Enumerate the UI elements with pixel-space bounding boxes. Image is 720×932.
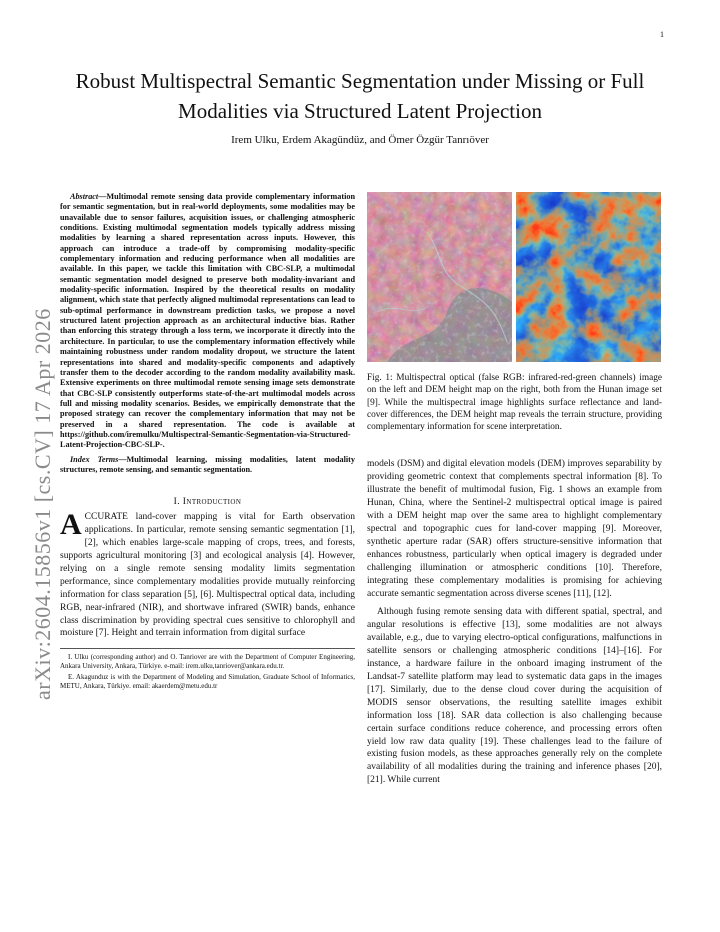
paragraph-2: Although fusing remote sensing data with different spatial, spectral, and angular resolutions is effective [13], some modalities are not always available, e.g., due to varying electro-optical configurations, malfunctions in satellite sensors or challenging atmospheric conditions [14]–[16]. For instance, a hardware failure in the onboard imaging instrument of the Landsat-7 satellite platform may lead to systematic data gaps in the images [17]. Similarly, due to the dense cloud cover during the acquisition of MODIS sensor observations, the resulting satellite images exhibit information loss [18]. SAR data collection is also challenging because certain surface conditions reduce coherence, and processing errors often yield low raw data quality [19]. These challenges lead to the failure of existing fusion models, as these approaches generally rely on the complete availability of all modalities during the training and inference phases [20], [21]. While current [367,607,662,786]
right-body [367,458,662,787]
footnote-1: I. Ulku (corresponding author) and O. Tanriover are with the Department of Computer Engineering, Ankara University, Ankara, Türkiye. e-mail: irem.ulku,tanriover@ankara.edu.tr. [60,653,355,671]
footnotes [60,648,355,691]
index-terms-text: —Multimodal learning, missing modalities, latent modality structures, remote sensing, and semantic segmentation. [60,454,355,474]
intro-text: land-cover mapping is vital for Earth observation applications. In particular, remote sensing semantic segmentation [1], [2], which enables large-scale mapping of crops, trees, and forests, supports agricultural monitoring [3] and ecological analysis [4]. However, relying on a single remote sensing modality limits segmentation performance, since complementary modalities provide mutually reinforcing information for class separation [5], [6]. Multispectral optical data, including RGB, near-infrared (NIR), and shortwave infrared (SWIR) bands, enhance class discrimination by providing spectral cues sensitive to chlorophyll and moisture [7]. Height and terrain information from digital surface [60,512,355,639]
abstract-label: Abstract [70,192,99,201]
arxiv-identifier: arXiv:2604.15856v1 [cs.CV] 17 Apr 2026 [30,308,55,700]
section-number: I. [173,497,181,508]
title-line-2: Modalities via Structured Latent Projection [178,99,542,123]
page-number: 1 [660,30,664,39]
left-column [60,192,355,693]
paper-title [60,66,660,126]
figure-caption: Fig. 1: Multispectral optical (false RGB: infrared-red-green channels) image on the left and DEM height map on the right, both from the Hunan image set [9]. While the multispectral image highlights surface reflectance and land-cover differences, the DEM height map reveals the terrain structure, providing complementary information for scene interpretation. [367,373,662,433]
title-line-1: Robust Multispectral Semantic Segmentation under Missing or Full [75,69,645,93]
footnote-2: E. Akagunduz is with the Department of Modeling and Simulation, Graduate School of Informatics, METU, Ankara, Türkiye. email: akaerdem@metu.edu.tr [60,673,355,691]
drop-cap: A [60,508,82,542]
first-word: CCURATE [84,512,128,523]
section-title: Introduction [182,497,242,508]
section-heading [60,497,355,507]
index-terms [60,455,355,476]
right-column [367,192,662,787]
dem-height-map [516,192,661,362]
abstract [60,192,355,451]
paragraph-1: models (DSM) and digital elevation models (DEM) improves separability by providing geometric context that complements spectral information [8]. To illustrate the benefit of multimodal fusion, Fig. 1 shows an example from Hunan, China, where the Sentinel-2 multispectral optical image is paired with a DEM height map over the same area to highlight complementary spectral and topographic cues for land-cover mapping [9]. Moreover, synthetic aperture radar (SAR) offers structure-sensitive information that enhances robustness, particularly when optical imagery is degraded under challenging illumination or atmospheric conditions [10]. Therefore, integrating these complementary modalities is promising for achieving accurate semantic segmentation across diverse scenes [11], [12]. [367,459,662,599]
figure-1 [367,192,662,362]
index-terms-label: Index Terms [70,454,119,464]
abstract-text: —Multimodal remote sensing data provide complementary information for semantic segmentation, but in real-world deployments, some modalities may be unavailable due to sensor failures, acquisition issues, or challenging atmospheric conditions. Existing multimodal segmentation models typically address missing modalities by learning a shared representation across inputs. However, this approach can introduce a trade-off by compromising modality-specific complementary information and reducing performance when all modalities are available. In this paper, we tackle this limitation with CBC-SLP, a multimodal semantic segmentation model designed to preserve both modality-invariant and modality-specific information. Inspired by the theoretical results on modality alignment, which state that perfectly aligned multimodal representations can lead to sub-optimal performance in downstream prediction tasks, we propose a novel structured latent projection approach as an architectural inductive bias. Rather than enforcing this strategy through a loss term, we incorporate it directly into the architecture. In particular, to use the complementary information effectively while maintaining robustness under random modality dropout, we structure the latent representations into shared and modality-specific components and adaptively transfer them to the decoder according to the random modality availability mask. Extensive experiments on three multimodal remote sensing image sets demonstrate that CBC-SLP consistently outperforms state-of-the-art multimodal models across full and missing modality scenarios. Besides, we empirically demonstrate that the proposed strategy can recover the complementary information that may not be preserved in a shared representation. The code is available at https://github.com/iremulku/Multispectral-Semantic-Segmentation-via-Structured-Latent-Projection-CBC-SLP-. [60,192,355,450]
intro-paragraph [60,508,355,640]
multispectral-image [367,192,512,362]
author-list: Irem Ulku, Erdem Akagündüz, and Ömer Özgür Tanrıöver [231,134,489,146]
